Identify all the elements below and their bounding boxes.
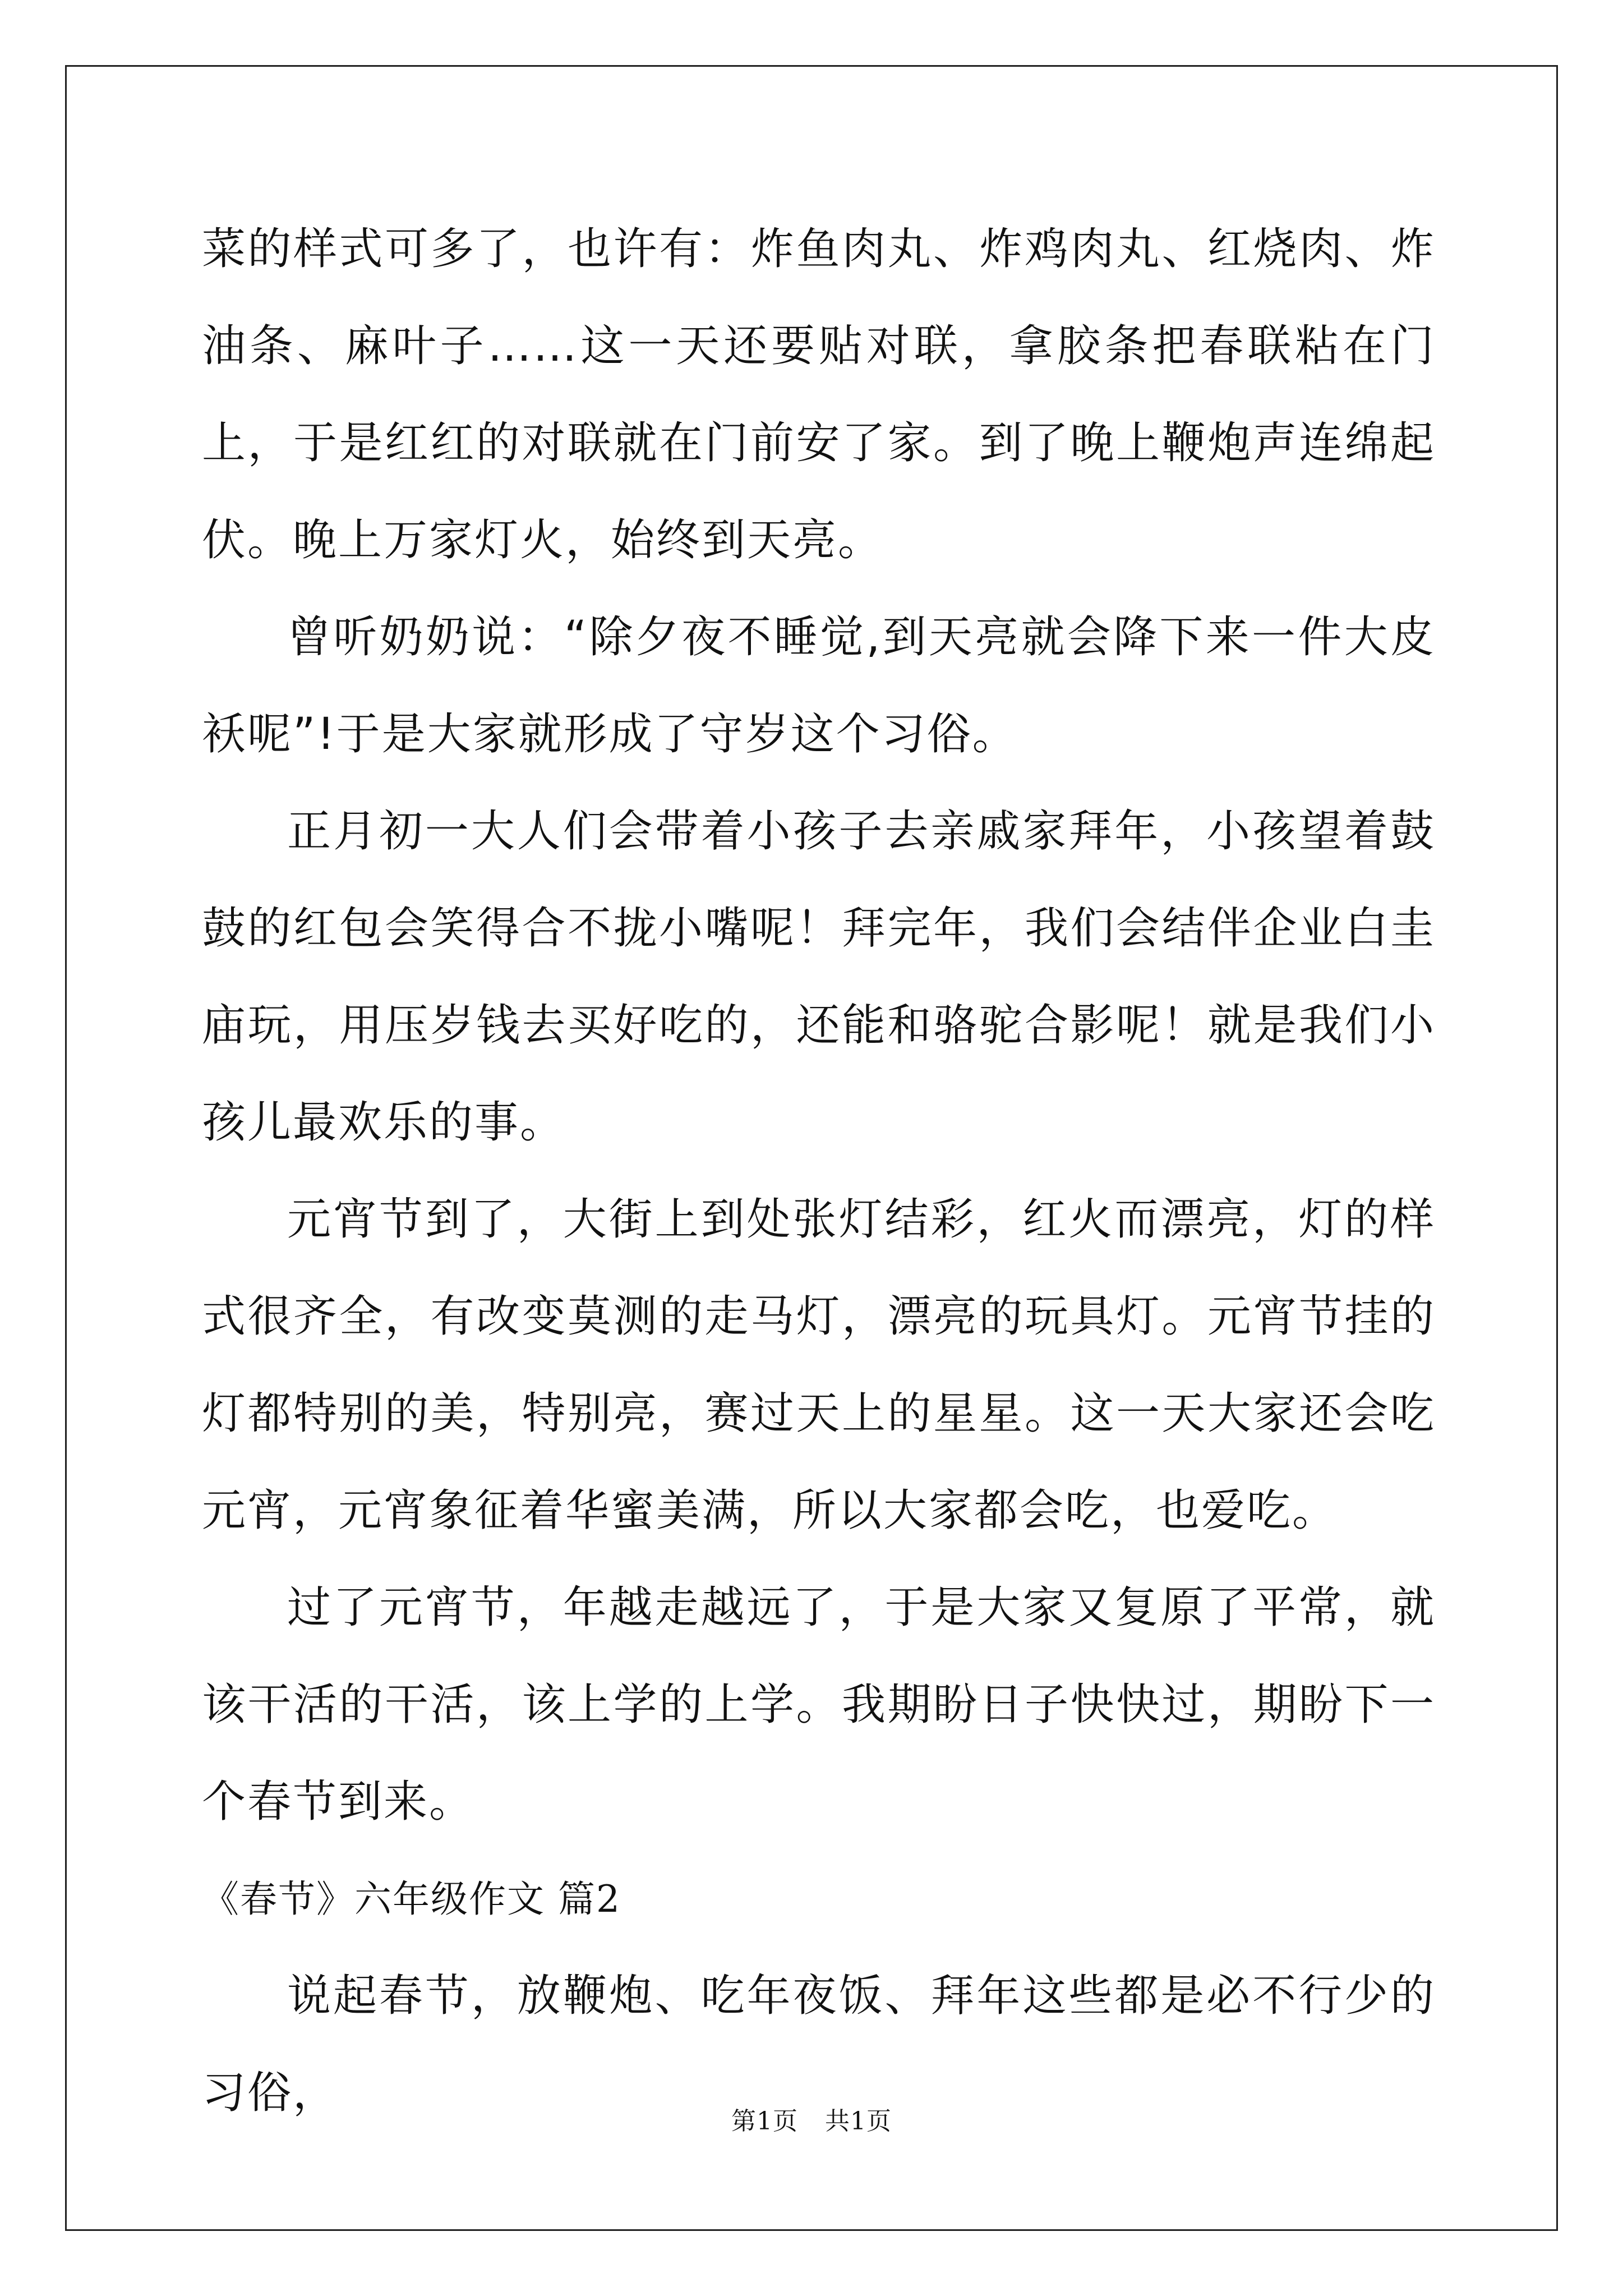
paragraph-4: 元宵节到了，大街上到处张灯结彩，红火而漂亮，灯的样式很齐全，有改变莫测的走马灯，漂亮的玩具灯。元宵节挂的灯都特别的美，特别亮，赛过天上的星星。这一天大家还会吃元宵，元宵象征着华蜜美满，所以大家都会吃，也爱吃。 xyxy=(202,1194,1436,1536)
section-heading: 《春节》六年级作文 篇2 xyxy=(202,1878,621,1921)
paragraph-5: 过了元宵节，年越走越远了，于是大家又复原了平常，就该干活的干活，该上学的上学。我期盼日子快快过，期盼下一个春节到来。 xyxy=(202,1582,1436,1827)
paragraph-1: 菜的样式可多了，也许有：炸鱼肉丸、炸鸡肉丸、红烧肉、炸油条、麻叶子……这一天还要贴对联，拿胶条把春联粘在门上，于是红红的对联就在门前安了家。到了晚上鞭炮声连绵起伏。晚上万家灯火，始终到天亮。 xyxy=(202,224,1436,565)
paragraph-6: 说起春节，放鞭炮、吃年夜饭、拜年这些都是必不行少的习俗， xyxy=(202,1971,1436,2118)
page-number: 第1页 xyxy=(731,2107,798,2136)
paragraph-2: 曾听奶奶说：“除夕夜不睡觉,到天亮就会降下来一件大皮袄呢”!于是大家就形成了守岁这个习俗。 xyxy=(202,612,1436,760)
page-footer xyxy=(0,2101,1623,2137)
document-body xyxy=(202,201,1436,2142)
paragraph-3: 正月初一大人们会带着小孩子去亲戚家拜年，小孩望着鼓鼓的红包会笑得合不拢小嘴呢！拜完年，我们会结伴企业白圭庙玩，用压岁钱去买好吃的，还能和骆驼合影呢！就是我们小孩儿最欢乐的事。 xyxy=(202,806,1436,1148)
page-total: 共1页 xyxy=(825,2107,892,2136)
